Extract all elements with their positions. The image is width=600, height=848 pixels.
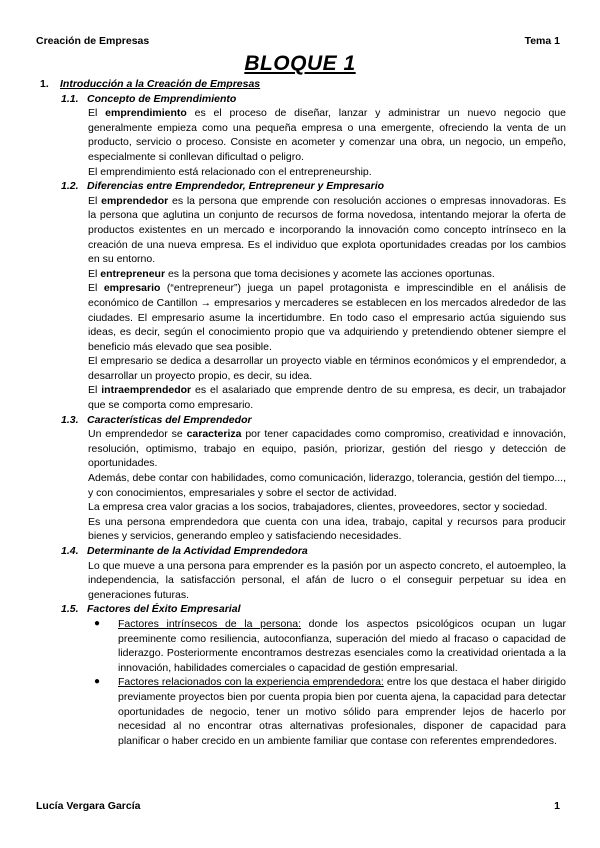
header-subject: Creación de Empresas (36, 35, 150, 47)
page-title: BLOQUE 1 (244, 52, 356, 75)
subsection-1-2-heading (61, 179, 566, 194)
subsection-number: 1.4. (61, 545, 79, 557)
subsection-title: Factores del Éxito Empresarial (87, 603, 241, 616)
paragraph: El empresario (“entrepreneur”) juega un papel protagonista e imprescindible en el análisis de económico de Cantillon → empresarios y mercaderes se establecen en los mercados alrededor de las ciudades. El empresario asume la incertidumbre. En todo caso el empresario actúa siguiendo sus ideas, es decir, según el conocimiento propio que va adquiriendo y pretendiendo obtener siempre el beneficio más elevado que sea posible. (88, 282, 566, 353)
document-body (36, 77, 566, 748)
subsection-1-5-heading (61, 602, 566, 617)
paragraph: El empresario se dedica a desarrollar un proyecto viable en términos económicos y el emprendedor, a desarrollar un proyecto propio, es decir, su idea. (88, 355, 566, 382)
paragraph: La empresa crea valor gracias a los socios, trabajadores, clientes, proveedores, sector y sociedad. (88, 501, 548, 514)
header-topic: Tema 1 (524, 35, 560, 47)
paragraph: El emprendimiento está relacionado con el entrepreneurship. (88, 165, 372, 178)
page-number: 1 (554, 800, 560, 812)
paragraph: Lo que mueve a una persona para emprender es la pasión por un aspecto concreto, el autoempleo, la independencia, la satisfacción personal, el afán de lucro o el conseguir perpetuar su idea en generaciones futuras. (88, 559, 566, 601)
section-number: 1. (40, 78, 49, 90)
paragraph: Un emprendedor se caracteriza por tener capacidades como compromiso, creatividad e innovación, resolución, optimismo, trabajo en equipo, pasión, priorizar, gestión del riesgo y detección de oportunidades. (88, 428, 566, 470)
paragraph: Es una persona emprendedora que cuenta con una idea, trabajo, capital y recursos para producir bienes y servicios, generando empleo y satisfaciendo necesidades. (88, 515, 566, 543)
bullet-list (88, 617, 566, 748)
paragraph: El emprendedor es la persona que emprende con resolución acciones o empresas innovadoras. Es la persona que aglutina un conjunto de recursos de forma novedosa, intentando mejorar la oferta de productos existentes en un mercado e incorporando la innovación como concepto intrínseco en la creación de una nueva empresa. Es el individuo que explota oportunidades creadas por los cambios en su entorno. (88, 194, 566, 266)
subsection-title: Concepto de Emprendimiento (87, 92, 237, 105)
footer-author: Lucía Vergara García (36, 800, 141, 812)
subsection-1-1-heading (61, 92, 566, 107)
section-title: Introducción a la Creación de Empresas (60, 78, 261, 90)
list-item: ● Factores intrínsecos de la persona: donde los aspectos psicológicos ocupan un lugar preeminente como resiliencia, autoconfianza, superación del miedo al fracaso o capacidad de liderazgo. Posteriormente encontramos destrezas esenciales como la creatividad orientada a la innovación, habilidades comerciales o capacidad de gestión empresarial. (88, 617, 566, 675)
paragraph: El entrepreneur es la persona que toma decisiones y acomete las acciones oportunas. (88, 267, 495, 280)
paragraph: El emprendimiento es el proceso de diseñar, lanzar y administrar un nuevo negocio que generalmente empieza como una pequeña empresa o una emergente, ofreciendo la venta de un producto, servicio o proceso. Consiste en acometer y comenzar una obra, un negocio, un empeño, especialmente si conllevan dificultad o peligro. (88, 107, 566, 163)
subsection-title: Determinante de la Actividad Emprendedora (87, 545, 308, 557)
subsection-title: Características del Emprendedor (87, 413, 252, 426)
subsection-title: Diferencias entre Emprendedor, Entrepreneur y Empresario (87, 180, 385, 193)
paragraph: El intraemprendedor es el asalariado que emprende dentro de su empresa, es decir, un trabajador que se comporta como empresario. (88, 384, 566, 412)
subsection-1-3-heading (61, 413, 566, 428)
section-1-heading (40, 77, 566, 92)
subsection-number: 1.2. (61, 180, 79, 193)
subsection-number: 1.3. (61, 413, 79, 426)
subsection-1-4-heading (61, 544, 566, 559)
list-item: ● Factores relacionados con la experiencia emprendedora: entre los que destaca el haber dirigido previamente proyectos bien por cuenta propia bien por cuenta ajena, la capacidad para detectar oportunidades de negocio, tener un motivo sólido para emprender lejos de hacerlo por necesidad al no encontrar otras alternativas profesionales, disponer de capacidad para planificar o haber crecido en un ambiente familiar que contase con referentes emprendedores. (88, 675, 566, 748)
subsection-number: 1.1. (61, 92, 79, 105)
paragraph: Además, debe contar con habilidades, como comunicación, liderazgo, tolerancia, gestión del tiempo..., y con conocimientos, empresariales y sobre el sector de actividad. (88, 472, 566, 499)
subsection-number: 1.5. (61, 603, 79, 616)
